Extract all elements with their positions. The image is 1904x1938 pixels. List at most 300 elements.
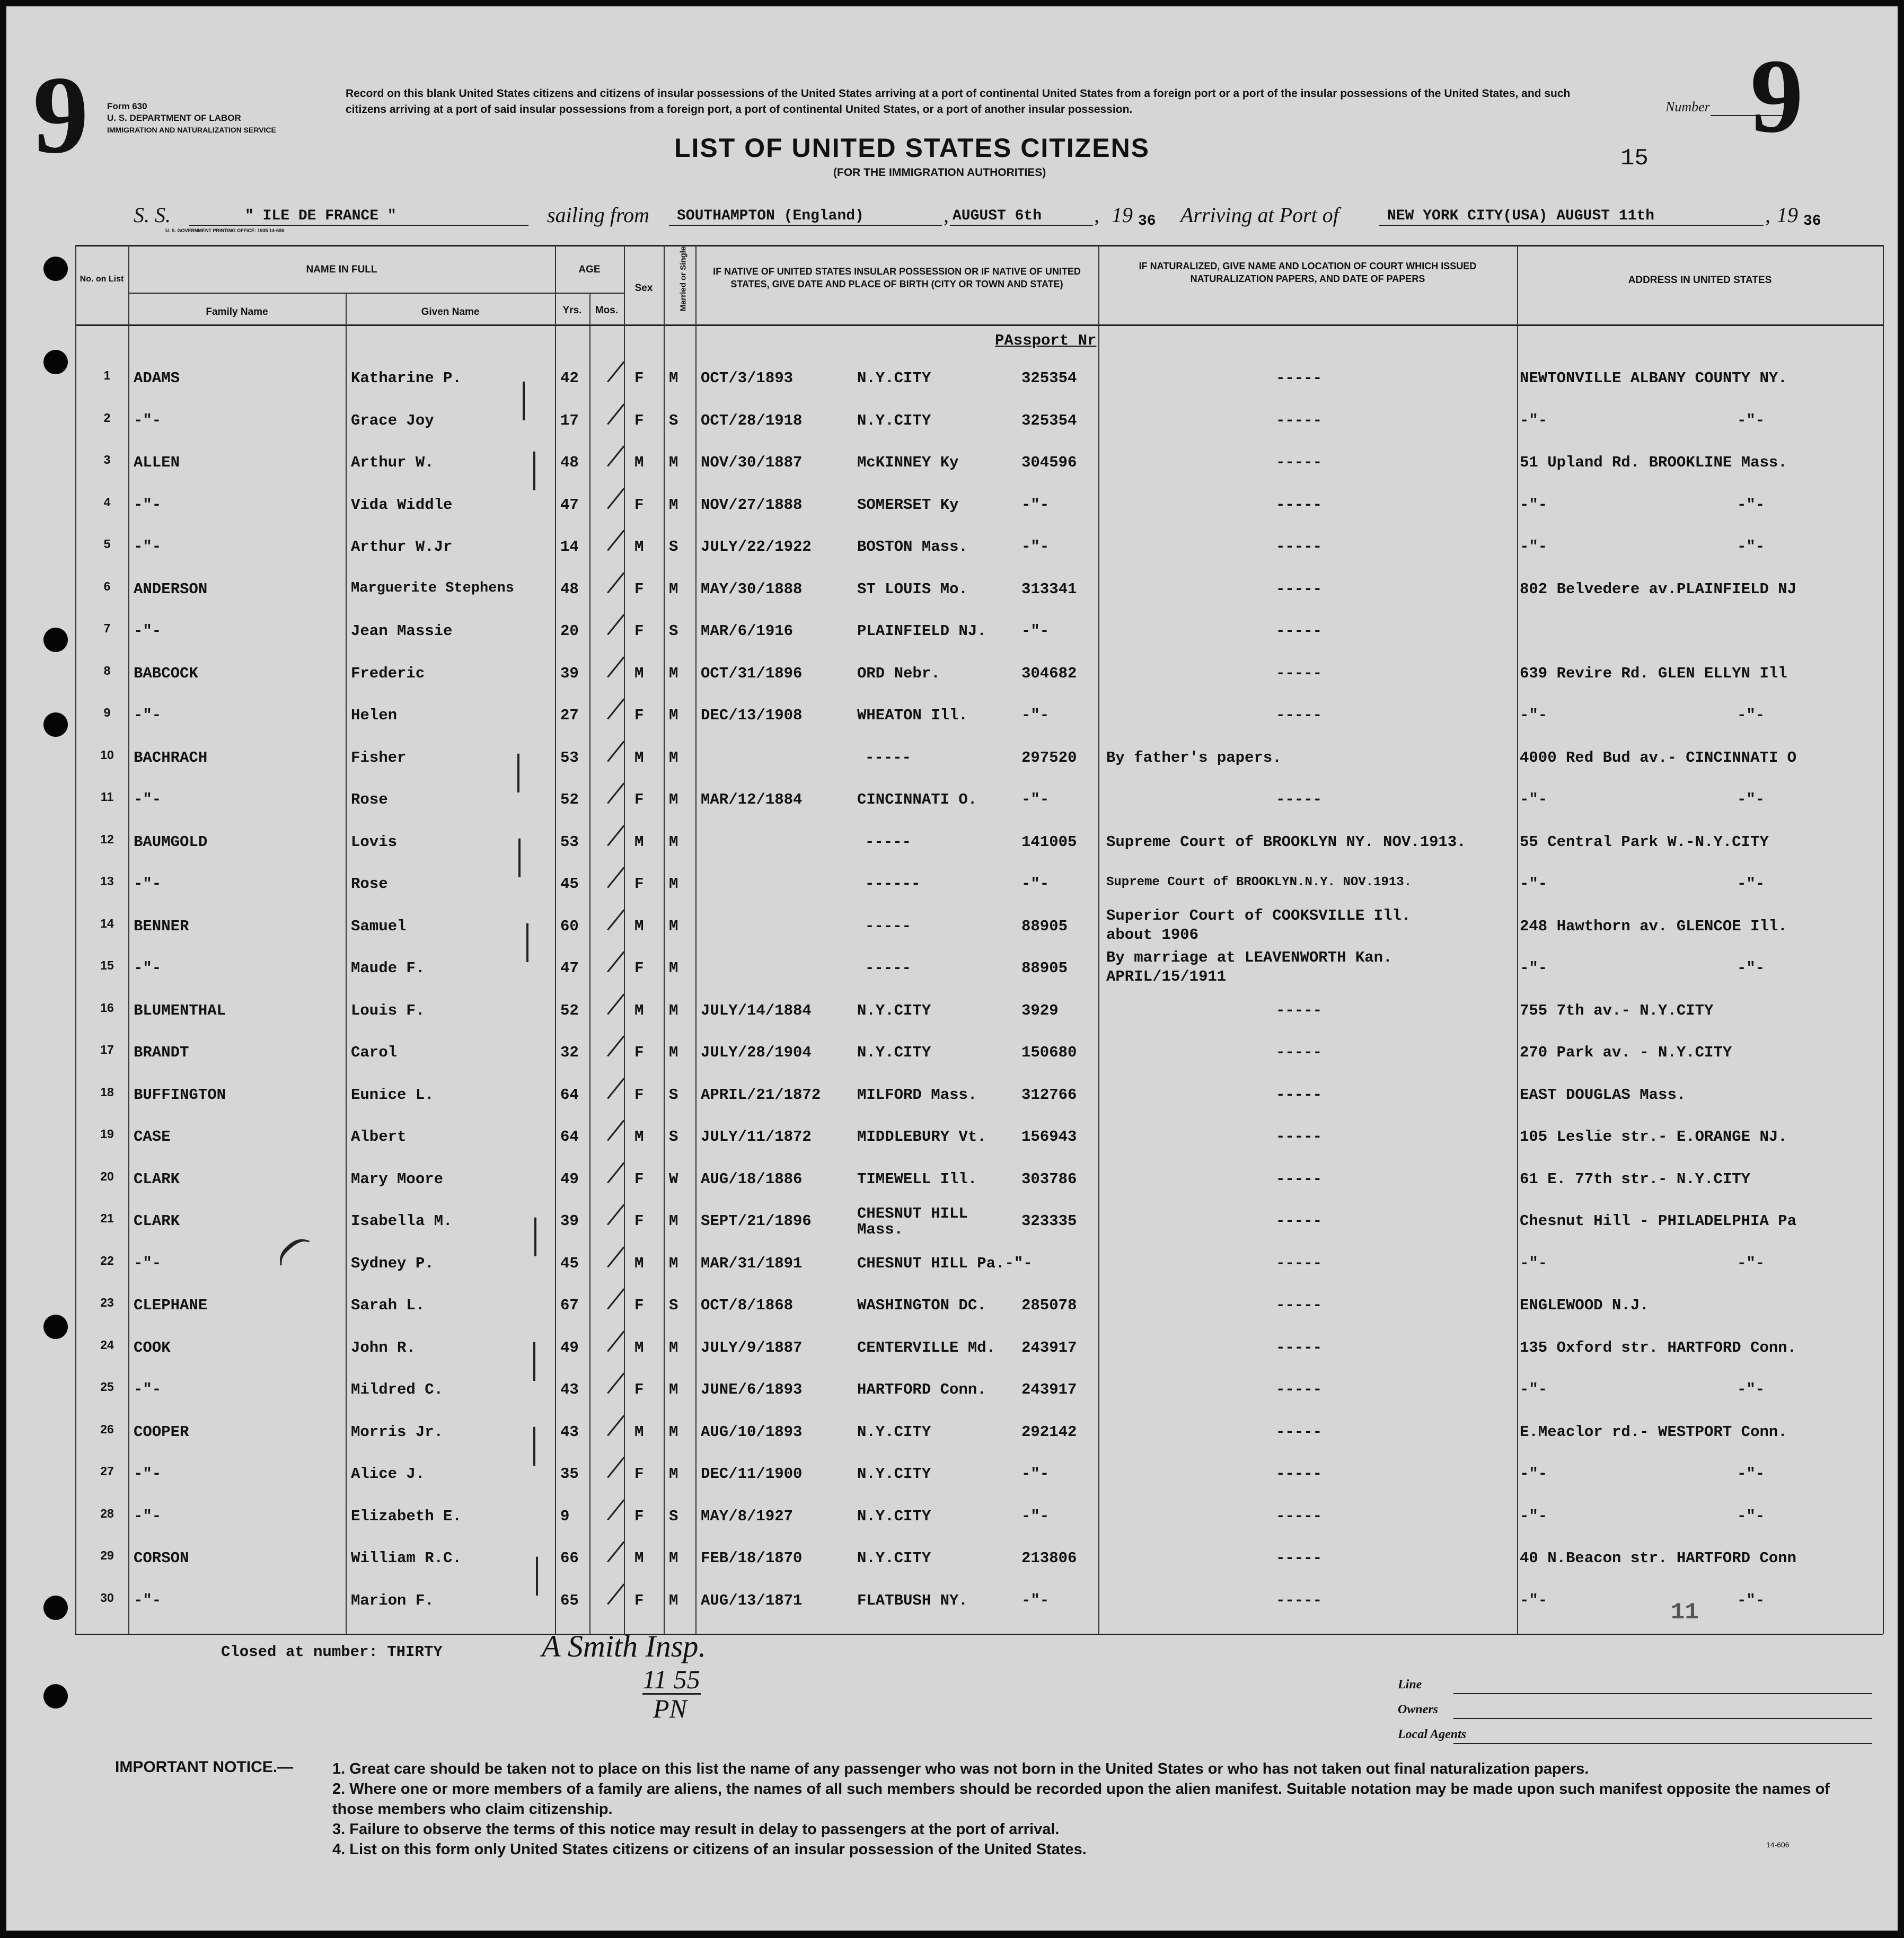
- family-name: -"-: [134, 1592, 162, 1609]
- passport-number: 303786: [1021, 1170, 1077, 1188]
- sex: M: [634, 1339, 644, 1356]
- col-yrs: Yrs.: [562, 305, 582, 316]
- birth-place: N.Y.CITY: [857, 1465, 931, 1483]
- col-married-single: Married or Single: [678, 246, 688, 312]
- family-name: BLUMENTHAL: [134, 1002, 226, 1019]
- inspector-signature: A Smith Insp.: [542, 1629, 706, 1663]
- given-name: Fisher: [351, 749, 407, 767]
- sex: F: [634, 707, 644, 724]
- col-naturalization: IF NATURALIZED, GIVE NAME AND LOCATION OF COURT WHICH ISSUED NATURALIZATION PAPERS, AND DATE OF PAPERS: [1139, 261, 1477, 284]
- given-name: Arthur W.Jr: [351, 538, 453, 556]
- sex: F: [634, 1592, 644, 1609]
- address-ditto: -"-: [1737, 412, 1765, 429]
- departure-year: 36: [1138, 213, 1156, 230]
- naturalization: -----: [1276, 538, 1323, 556]
- ship-name: " ILE DE FRANCE ": [245, 208, 396, 224]
- birth-date: JULY/9/1887: [701, 1339, 803, 1356]
- sheet-number-right: 9: [1750, 38, 1803, 155]
- punch-hole: [43, 1315, 68, 1339]
- birth-date: FEB/18/1870: [701, 1549, 803, 1567]
- row-number: 23: [100, 1296, 114, 1309]
- address: NEWTONVILLE ALBANY COUNTY NY.: [1520, 369, 1787, 387]
- pencil-slash-mark: /: [604, 1194, 628, 1236]
- page-number: 15: [1620, 145, 1649, 172]
- col-mos: Mos.: [595, 305, 619, 316]
- row-number: 1: [103, 368, 111, 382]
- passport-number: 323335: [1021, 1212, 1077, 1230]
- marital-status: S: [669, 622, 678, 640]
- passport-number: 297520: [1021, 749, 1077, 767]
- given-name: Helen: [351, 707, 398, 724]
- row-number: 29: [100, 1548, 114, 1562]
- birth-date: MAY/8/1927: [701, 1508, 794, 1525]
- row-number: 30: [100, 1591, 114, 1605]
- naturalization: -----: [1276, 1592, 1323, 1609]
- pencil-slash-mark: /: [604, 1109, 628, 1152]
- birth-date: AUG/13/1871: [701, 1592, 803, 1609]
- passport-number: 150680: [1021, 1044, 1077, 1061]
- marital-status: M: [669, 875, 678, 893]
- birth-date: AUG/18/1886: [701, 1170, 803, 1188]
- marital-status: M: [669, 665, 678, 682]
- passport-number: -"-: [1021, 875, 1050, 893]
- address: 55 Central Park W.-N.Y.CITY: [1520, 833, 1769, 851]
- naturalization: -----: [1276, 580, 1323, 598]
- address: 639 Revire Rd. GLEN ELLYN Ill: [1520, 665, 1787, 682]
- number-label: Number: [1665, 99, 1710, 114]
- passport-number: 141005: [1021, 833, 1077, 851]
- marital-status: S: [669, 1086, 678, 1104]
- line-label: Line: [1398, 1678, 1422, 1692]
- given-name: Jean Massie: [351, 622, 453, 640]
- naturalization: Supreme Court of BROOKLYN NY. NOV.1913.: [1106, 833, 1466, 851]
- pencil-slash-mark: /: [604, 1362, 628, 1405]
- pencil-slash-mark: /: [604, 1236, 628, 1279]
- age-years: 32: [560, 1044, 579, 1061]
- date-underline: [950, 225, 1093, 226]
- age-years: 64: [560, 1086, 579, 1104]
- address: ENGLEWOOD N.J.: [1520, 1297, 1649, 1314]
- punch-hole: [43, 1596, 68, 1620]
- naturalization: -----: [1276, 707, 1323, 724]
- given-name: Mary Moore: [351, 1170, 444, 1188]
- birth-place: HARTFORD Conn.: [857, 1381, 986, 1398]
- birth-date: DEC/11/1900: [701, 1465, 803, 1483]
- col-given-name: Given Name: [421, 306, 480, 318]
- given-name: Arthur W.: [351, 454, 434, 471]
- row-number: 12: [100, 832, 114, 846]
- given-name: Morris Jr.: [351, 1423, 444, 1441]
- birth-date: SEPT/21/1896: [701, 1212, 812, 1230]
- passport-number: 156943: [1021, 1128, 1077, 1146]
- pencil-slash-mark: /: [604, 1152, 628, 1194]
- age-years: 39: [560, 665, 579, 682]
- address-ditto: -"-: [1737, 1508, 1765, 1525]
- pencil-check-mark: |: [523, 916, 532, 963]
- sex: F: [634, 496, 644, 514]
- naturalization: -----: [1276, 1044, 1323, 1061]
- birth-date: AUG/10/1893: [701, 1423, 803, 1441]
- family-name: -"-: [134, 496, 162, 514]
- naturalization: Supreme Court of BROOKLYN.N.Y. NOV.1913.: [1106, 875, 1412, 889]
- sex: M: [634, 1128, 644, 1146]
- passport-column-note: PAssport Nr: [995, 332, 1097, 349]
- family-name: -"-: [134, 1381, 162, 1398]
- family-name: -"-: [134, 875, 162, 893]
- col-place-of-birth: IF NATIVE OF UNITED STATES INSULAR POSSESSION OR IF NATIVE OF UNITED STATES, GIVE DATE AND PLACE OF BIRTH (CITY OR TOWN AND STATE): [713, 266, 1081, 289]
- address-ditto: -"-: [1737, 791, 1765, 808]
- naturalization-detail: about 1906: [1106, 926, 1199, 944]
- birth-place: CINCINNATI O.: [857, 791, 977, 808]
- birth-place: N.Y.CITY: [857, 1002, 931, 1019]
- birth-place-state: Mass.: [857, 1221, 904, 1238]
- form-number: Form 630: [107, 101, 147, 111]
- row-number: 28: [100, 1507, 114, 1520]
- pencil-check-mark: |: [530, 1420, 539, 1466]
- pencil-check-mark: (: [272, 1226, 317, 1267]
- passport-number: -"-: [1021, 707, 1050, 724]
- birth-place: -----: [865, 833, 912, 851]
- row-number: 20: [100, 1169, 114, 1183]
- family-name: CORSON: [134, 1549, 189, 1567]
- family-name: ALLEN: [134, 454, 180, 471]
- row-number: 19: [100, 1127, 114, 1141]
- col-name-in-full: NAME IN FULL: [306, 264, 377, 275]
- sex: F: [634, 1170, 644, 1188]
- arrival-year: 36: [1803, 213, 1821, 230]
- marital-status: M: [669, 1255, 678, 1272]
- naturalization: -----: [1276, 1086, 1323, 1104]
- arrival-underline: [1379, 225, 1764, 226]
- birth-date: APRIL/21/1872: [701, 1086, 821, 1104]
- departure-port: SOUTHAMPTON (England): [677, 208, 864, 224]
- marital-status: S: [669, 1508, 678, 1525]
- address: 248 Hawthorn av. GLENCOE Ill.: [1520, 918, 1787, 935]
- sex: M: [634, 833, 644, 851]
- sex: M: [634, 665, 644, 682]
- address: -"-: [1520, 1465, 1548, 1483]
- col-address: ADDRESS IN UNITED STATES: [1628, 275, 1772, 286]
- line-field: [1453, 1693, 1872, 1694]
- naturalization: Superior Court of COOKSVILLE Ill.: [1106, 907, 1411, 924]
- age-years: 9: [560, 1508, 570, 1525]
- family-name: -"-: [134, 412, 162, 429]
- address: -"-: [1520, 1381, 1548, 1398]
- sex: F: [634, 412, 644, 429]
- age-years: 60: [560, 918, 579, 935]
- birth-date: JULY/14/1884: [701, 1002, 812, 1019]
- given-name: Marguerite Stephens: [351, 580, 514, 596]
- local-agents-label: Local Agents: [1398, 1728, 1467, 1741]
- address: 105 Leslie str.- E.ORANGE NJ.: [1520, 1128, 1787, 1146]
- birth-date: OCT/28/1918: [701, 412, 803, 429]
- pencil-slash-mark: /: [604, 730, 628, 773]
- pencil-check-mark: |: [530, 1335, 539, 1381]
- col-age: AGE: [578, 264, 601, 275]
- birth-date: JULY/11/1872: [701, 1128, 812, 1146]
- service-name: IMMIGRATION AND NATURALIZATION SERVICE: [107, 126, 276, 134]
- birth-place: -----: [865, 918, 912, 935]
- pencil-slash-mark: /: [604, 351, 628, 393]
- age-years: 65: [560, 1592, 579, 1609]
- naturalization: -----: [1276, 1508, 1323, 1525]
- row-number: 13: [100, 874, 114, 888]
- sheet-number-left: 9: [33, 54, 89, 177]
- marital-status: S: [669, 412, 678, 429]
- family-name: CLARK: [134, 1170, 180, 1188]
- sex: F: [634, 1508, 644, 1525]
- given-name: Albert: [351, 1128, 407, 1146]
- pencil-check-mark: |: [515, 831, 524, 878]
- address: 40 N.Beacon str. HARTFORD Conn: [1520, 1549, 1797, 1567]
- punch-hole: [43, 1684, 68, 1708]
- pencil-slash-mark: /: [604, 562, 628, 604]
- age-years: 42: [560, 369, 579, 387]
- passport-number: 312766: [1021, 1086, 1077, 1104]
- family-name: CLARK: [134, 1212, 180, 1230]
- age-years: 67: [560, 1297, 579, 1314]
- birth-place: N.Y.CITY: [857, 412, 931, 429]
- col-family-name: Family Name: [206, 306, 268, 318]
- passport-number: 3929: [1021, 1002, 1059, 1019]
- family-name: -"-: [134, 707, 162, 724]
- birth-place: N.Y.CITY: [857, 1549, 931, 1567]
- birth-date: MAR/12/1884: [701, 791, 803, 808]
- notice-3: 3. Failure to observe the terms of this notice may result in delay to passengers at the port of arrival.: [332, 1821, 1060, 1838]
- age-years: 39: [560, 1212, 579, 1230]
- family-name: -"-: [134, 1508, 162, 1525]
- naturalization: -----: [1276, 1170, 1323, 1188]
- address: 4000 Red Bud av.- CINCINNATI O: [1520, 749, 1797, 767]
- given-name: Frederic: [351, 665, 425, 682]
- family-name: COOPER: [134, 1423, 189, 1441]
- row-number: 9: [103, 706, 111, 719]
- pencil-check-mark: |: [533, 1549, 542, 1596]
- row-number: 2: [103, 411, 111, 425]
- age-years: 64: [560, 1128, 579, 1146]
- age-years: 35: [560, 1465, 579, 1483]
- age-years: 27: [560, 707, 579, 724]
- margin-handwritten-mark: [642, 1666, 701, 1722]
- notice-2: 2. Where one or more members of a family are aliens, the names of all such members should be recorded upon the alien manifest. Suitable notation may be made upon such manifest opposite the names of those members who claim citizenship.: [332, 1781, 1830, 1818]
- pencil-check-mark: |: [530, 444, 539, 491]
- address: EAST DOUGLAS Mass.: [1520, 1086, 1686, 1104]
- address: -"-: [1520, 496, 1548, 514]
- birth-date: NOV/27/1888: [701, 496, 803, 514]
- closed-at-number: Closed at number: THIRTY: [221, 1643, 443, 1661]
- given-name: Mildred C.: [351, 1381, 444, 1398]
- departure-date: AUGUST 6th: [953, 208, 1042, 224]
- naturalization: -----: [1276, 791, 1323, 808]
- address: -"-: [1520, 1508, 1548, 1525]
- birth-date: MAR/31/1891: [701, 1255, 803, 1272]
- given-name: Isabella M.: [351, 1212, 453, 1230]
- age-years: 49: [560, 1170, 579, 1188]
- sex: M: [634, 1002, 644, 1019]
- row-number: 8: [103, 664, 111, 677]
- row-number: 25: [100, 1380, 114, 1394]
- sailing-label: sailing from: [547, 203, 649, 227]
- ship-underline: [189, 225, 528, 226]
- marital-status: M: [669, 454, 678, 471]
- naturalization: -----: [1276, 454, 1323, 471]
- address: -"-: [1520, 538, 1548, 556]
- age-years: 43: [560, 1423, 579, 1441]
- pencil-slash-mark: /: [604, 1405, 628, 1447]
- pencil-slash-mark: /: [604, 1025, 628, 1068]
- passport-number: 304682: [1021, 665, 1077, 682]
- birth-place: WHEATON Ill.: [857, 707, 968, 724]
- notice-4: 4. List on this form only United States citizens or citizens of an insular possession of the United States.: [332, 1841, 1087, 1858]
- arrival-port: NEW YORK CITY(USA) AUGUST 11th: [1387, 208, 1655, 224]
- passport-number: 313341: [1021, 580, 1077, 598]
- naturalization: -----: [1276, 1549, 1323, 1567]
- sex: M: [634, 538, 644, 556]
- birth-place: CHESNUT HILL: [857, 1205, 968, 1222]
- row-number: 26: [100, 1422, 114, 1436]
- given-name: Carol: [351, 1044, 398, 1061]
- page-title: LIST OF UNITED STATES CITIZENS: [674, 133, 1150, 163]
- row-number: 11: [100, 790, 114, 804]
- birth-place: N.Y.CITY: [857, 1508, 931, 1525]
- local-agents-field: [1453, 1743, 1872, 1744]
- birth-place: ------: [865, 875, 921, 893]
- address: Chesnut Hill - PHILADELPHIA Pa: [1520, 1212, 1797, 1230]
- sex: F: [634, 959, 644, 977]
- family-name: BACHRACH: [134, 749, 208, 767]
- passport-number: -"-: [1021, 1592, 1050, 1609]
- given-name: Sarah L.: [351, 1297, 425, 1314]
- row-number: 27: [100, 1464, 114, 1478]
- row-number: 22: [100, 1254, 114, 1267]
- given-name: Marion F.: [351, 1592, 434, 1609]
- family-name: BENNER: [134, 918, 189, 935]
- form-tag: 14-606: [1766, 1840, 1790, 1849]
- department-block: [107, 101, 276, 136]
- birth-place: FLATBUSH NY.: [857, 1592, 968, 1609]
- owners-label: Owners: [1398, 1703, 1439, 1716]
- sex: F: [634, 369, 644, 387]
- row-number: 21: [100, 1211, 114, 1225]
- family-name: -"-: [134, 959, 162, 977]
- row-number: 17: [100, 1043, 114, 1056]
- birth-place: CHESNUT HILL Pa.-"-: [857, 1255, 1033, 1272]
- naturalization: -----: [1276, 1423, 1323, 1441]
- given-name: Grace Joy: [351, 412, 434, 429]
- sex: F: [634, 622, 644, 640]
- age-years: 17: [560, 412, 579, 429]
- given-name: Eunice L.: [351, 1086, 434, 1104]
- address-ditto: -"-: [1737, 875, 1765, 893]
- marital-status: M: [669, 1212, 678, 1230]
- sex: M: [634, 1255, 644, 1272]
- row-number: 4: [103, 495, 111, 509]
- passport-number: -"-: [1021, 1465, 1050, 1483]
- year2-prefix: 19: [1777, 203, 1798, 227]
- birth-place: -----: [865, 749, 912, 767]
- family-name: COOK: [134, 1339, 171, 1356]
- address-ditto: -"-: [1737, 496, 1765, 514]
- birth-date: OCT/8/1868: [701, 1297, 794, 1314]
- marital-status: M: [669, 1549, 678, 1567]
- marital-status: M: [669, 791, 678, 808]
- passport-number: 325354: [1021, 412, 1077, 429]
- arriving-label: Arriving at Port of: [1180, 203, 1339, 227]
- pencil-slash-mark: /: [604, 1447, 628, 1489]
- ss-label: S. S.: [134, 203, 171, 227]
- row-number: 14: [100, 917, 114, 930]
- passport-number: 243917: [1021, 1381, 1077, 1398]
- age-years: 66: [560, 1549, 579, 1567]
- family-name: BAUMGOLD: [134, 833, 208, 851]
- family-name: ANDERSON: [134, 580, 208, 598]
- pencil-slash-mark: /: [604, 941, 628, 983]
- address-ditto: -"-: [1737, 1255, 1765, 1272]
- age-years: 53: [560, 749, 579, 767]
- naturalization: -----: [1276, 1465, 1323, 1483]
- birth-date: MAY/30/1888: [701, 580, 803, 598]
- birth-place: McKINNEY Ky: [857, 454, 959, 471]
- birth-place: SOMERSET Ky: [857, 496, 959, 514]
- pencil-slash-mark: /: [604, 772, 628, 815]
- pencil-slash-mark: /: [604, 1531, 628, 1573]
- naturalization: -----: [1276, 496, 1323, 514]
- row-number: 3: [103, 453, 111, 466]
- birth-place: N.Y.CITY: [857, 1044, 931, 1061]
- given-name: John R.: [351, 1339, 416, 1356]
- col-no: No. on List: [80, 275, 124, 284]
- given-name: Katharine P.: [351, 369, 462, 387]
- age-years: 48: [560, 454, 579, 471]
- address-ditto: -"-: [1737, 1592, 1765, 1609]
- birth-place: MIDDLEBURY Vt.: [857, 1128, 986, 1146]
- family-name: CLEPHANE: [134, 1297, 208, 1314]
- page-subtitle: (FOR THE IMMIGRATION AUTHORITIES): [833, 166, 1046, 179]
- given-name: Maude F.: [351, 959, 425, 977]
- naturalization-detail: APRIL/15/1911: [1106, 968, 1227, 985]
- owners-field: [1453, 1718, 1872, 1719]
- page-stamp: 11: [1671, 1599, 1699, 1626]
- birth-date: DEC/13/1908: [701, 707, 803, 724]
- pencil-slash-mark: /: [604, 688, 628, 730]
- manifest-sheet: 9 Form 630 U. S. DEPARTMENT OF LABOR IMMIGRATION AND NATURALIZATION SERVICE Record on this blank United States citizens and citizens of insular possessions of the United States arriving at a port of continental United States from a foreign port or a port of the insular possessions of the United States, and such citizens arriving at a port of said insular possessions from a foreign port, a port of continental United States, or a port of another insular possession. LIST OF UNITED STATES CITIZENS (FOR THE IMMIGRATION AUTHORITIES) Number 9 15 S. S. " ILE DE FRANCE " U. S. GOVERNMENT PRINTING OFFICE: 1935 14-606 sailing from SOUTHAMPTON (England) , AUGUST 6th , 19 36 Arriving at Port of NEW YORK CITY(USA) AUGUST 11th , 19 36 No. on List NAME IN FULL Family Name Given Name AGE Yrs. Mos. Sex Married or Single IF NATIVE OF UNITED STATES INSULAR POSSESSION OR IF NATIVE OF UNITED STATES, GIVE DATE AND PLACE OF BIRTH (CITY OR TOWN AND STATE) IF NATURALIZED, GIVE NAME AND LOCATION OF COURT WHICH ISSUED NATURALIZATION PAPERS, AND DATE OF PAPERS ADDRESS IN UNITED STATES PAssport Nr 1 ADAMS Katharine P. 42 F M OCT/3/1893 N.Y.CITY 325354 ----- NEWTONVILLE ALBANY COUNTY NY. / 2 -"- Grace Joy 17 F S OCT/28/1918 N.Y.CITY 325354 ----- -"- -"- / 3 ALLEN Arthur W. 48 M M NOV/30/1887 McKINNEY Ky 304596 ----- 51 Upland Rd. BROOKLINE Mass. / 4 -"- Vida Widdle 47 F M NOV/27/1888 SOMERSET Ky -"- ----- -"- -"- / 5 -"- Arthur W.Jr 14 M S JULY/22/1922 BOSTON Mass. -"- ----- -"- -"- / 6 ANDERSON Marguerite Stephens 48 F M MAY/30/1888 ST LOUIS Mo. 313341 ----- 802 Belvedere av.PLAINFIELD NJ / 7 -"- Jean Massie 20 F S MAR/6/1916 PLAINFIELD NJ. -"- ----- / 8 BABCOCK Frederic 39 M M OCT/31/1896 ORD Nebr. 304682 ----- 639 Revire Rd. GLEN ELLYN Ill / 9 -"- Helen 27 F M DEC/13/1908 WHEATON Ill. -"- ----- -"- -"- / 10 BACHRACH Fisher 53 M M ----- 297520 By father's papers. 4000 Red Bud av.- CINCINNATI O / 11 -"- Rose 52 F M MAR/12/1884 CINCINNATI O. -"- ----- -"- -"- / 12 BAUMGOLD Lovis 53 M M ----- 141005 Supreme Court of BROOKLYN NY. NOV.1913. 55 Central Park W.-N.Y.CITY / 13 -"- Rose 45 F M ------ -"- Supreme Court of BROOKLYN.N.Y. NOV.1913. -"- -"- / 14 BENNER Samuel 60 M M ----- 88905 Superior Court of COOKSVILLE Ill. 248 Hawthorn av. GLENCOE Ill. about 1906 / 15 -"- Maude F. 47 F M ----- 88905 By marriage at LEAVENWORTH Kan. -"- -"- APRIL/15/1911 / 16 BLUMENTHAL Louis F. 52 M M JULY/14/1884 N.Y.CITY 3929 ----- 755 7th av.- N.Y.CITY / 17 BRANDT Carol 32 F M JULY/28/1904 N.Y.CITY 150680 ----- 270 Park av. - N.Y.CITY / 18 BUFFINGTON Eunice L. 64 F S APRIL/21/1872 MILFORD Mass. 312766 ----- EAST DOUGLAS Mass. / 19 CASE Albert 64 M S JULY/11/1872 MIDDLEBURY Vt. 156943 ----- 105 Leslie str.- E.ORANGE NJ. / 20 CLARK Mary Moore 49 F W AUG/18/1886 TIMEWELL Ill. 303786 ----- 61 E. 77th str.- N.Y.CITY / 21 CLARK Isabella M. 39 F M SEPT/21/1896 CHESNUT HILL 323335 ----- Chesnut Hill - PHILADELPHIA Pa Mass. / 22 -"- Sydney P. 45 M M MAR/31/1891 CHESNUT HILL Pa.-"- ----- -"- -"- / 23 CLEPHANE Sarah L. 67 F S OCT/8/1868 WASHINGTON DC. 285078 ----- ENGLEWOOD N.J. / 24 COOK John R. 49 M M JULY/9/1887 CENTERVILLE Md. 243917 ----- 135 Oxford str. HARTFORD Conn. / 25 -"- Mildred C. 43 F M JUNE/6/1893 HARTFORD Conn. 243917 ----- -"- -"- / 26 COOPER Morris Jr. 43 M M AUG/10/1893 N.Y.CITY 292142 ----- E.Meaclor rd.- WESTPORT Conn. / 27 -"- Alice J. 35 F M DEC/11/1900 N.Y.CITY -"- ----- -"- -"- / 28 -"- Elizabeth E. 9 F S MAY/8/1927 N.Y.CITY -"- ----- -"- -"- / 29 CORSON William R.C. 66 M M FEB/18/1870 N.Y.CITY 213806 ----- 40 N.Beacon str. HARTFORD Conn / 30 -"- Marion F. 65 F M AUG/13/1871 FLATBUSH NY. -"- ----- -"- -"- / | | | | | | | | | ( Closed at number: THIRTY A Smith Insp. 11 55 PN 11 Line Owners Local Agents IMPORTANT NOTICE.— 1. Great care should be taken not to place on this list the name of any passenger who was not born in the United States or who has not taken out final naturalization papers. 2. Where one or more members of a family are aliens, the names of all such members should be recorded upon the alien manifest. Suitable notation may be made upon such manifest opposite the names of those members who claim citizenship. 3. Failure to observe the terms of this notice may result in delay to passengers at the port of arrival. 4. List on this form only United States citizens or citizens of an insular possession of the United States. 14-606: [6, 6, 1898, 1931]
- marital-status: M: [669, 1002, 678, 1019]
- printer-note: U. S. GOVERNMENT PRINTING OFFICE: 1935 14-606: [165, 228, 285, 233]
- passport-number: 88905: [1021, 959, 1068, 977]
- birth-date: JULY/22/1922: [701, 538, 812, 556]
- row-number: 18: [100, 1085, 114, 1099]
- row-number: 16: [100, 1001, 114, 1015]
- passport-number: 243917: [1021, 1339, 1077, 1356]
- marital-status: S: [669, 1297, 678, 1314]
- passport-number: 292142: [1021, 1423, 1077, 1441]
- pencil-slash-mark: /: [604, 393, 628, 436]
- table-bottom-rule: [75, 1634, 1883, 1635]
- naturalization: -----: [1276, 665, 1323, 682]
- family-name: BRANDT: [134, 1044, 189, 1061]
- sex: M: [634, 454, 644, 471]
- passport-number: 325354: [1021, 369, 1077, 387]
- naturalization: -----: [1276, 1212, 1323, 1230]
- birth-date: OCT/3/1893: [701, 369, 794, 387]
- address: -"-: [1520, 1255, 1548, 1272]
- family-name: CASE: [134, 1128, 171, 1146]
- marital-status: M: [669, 1339, 678, 1356]
- birth-place: PLAINFIELD NJ.: [857, 622, 986, 640]
- sex: F: [634, 1381, 644, 1398]
- sex: F: [634, 1212, 644, 1230]
- family-name: -"-: [134, 538, 162, 556]
